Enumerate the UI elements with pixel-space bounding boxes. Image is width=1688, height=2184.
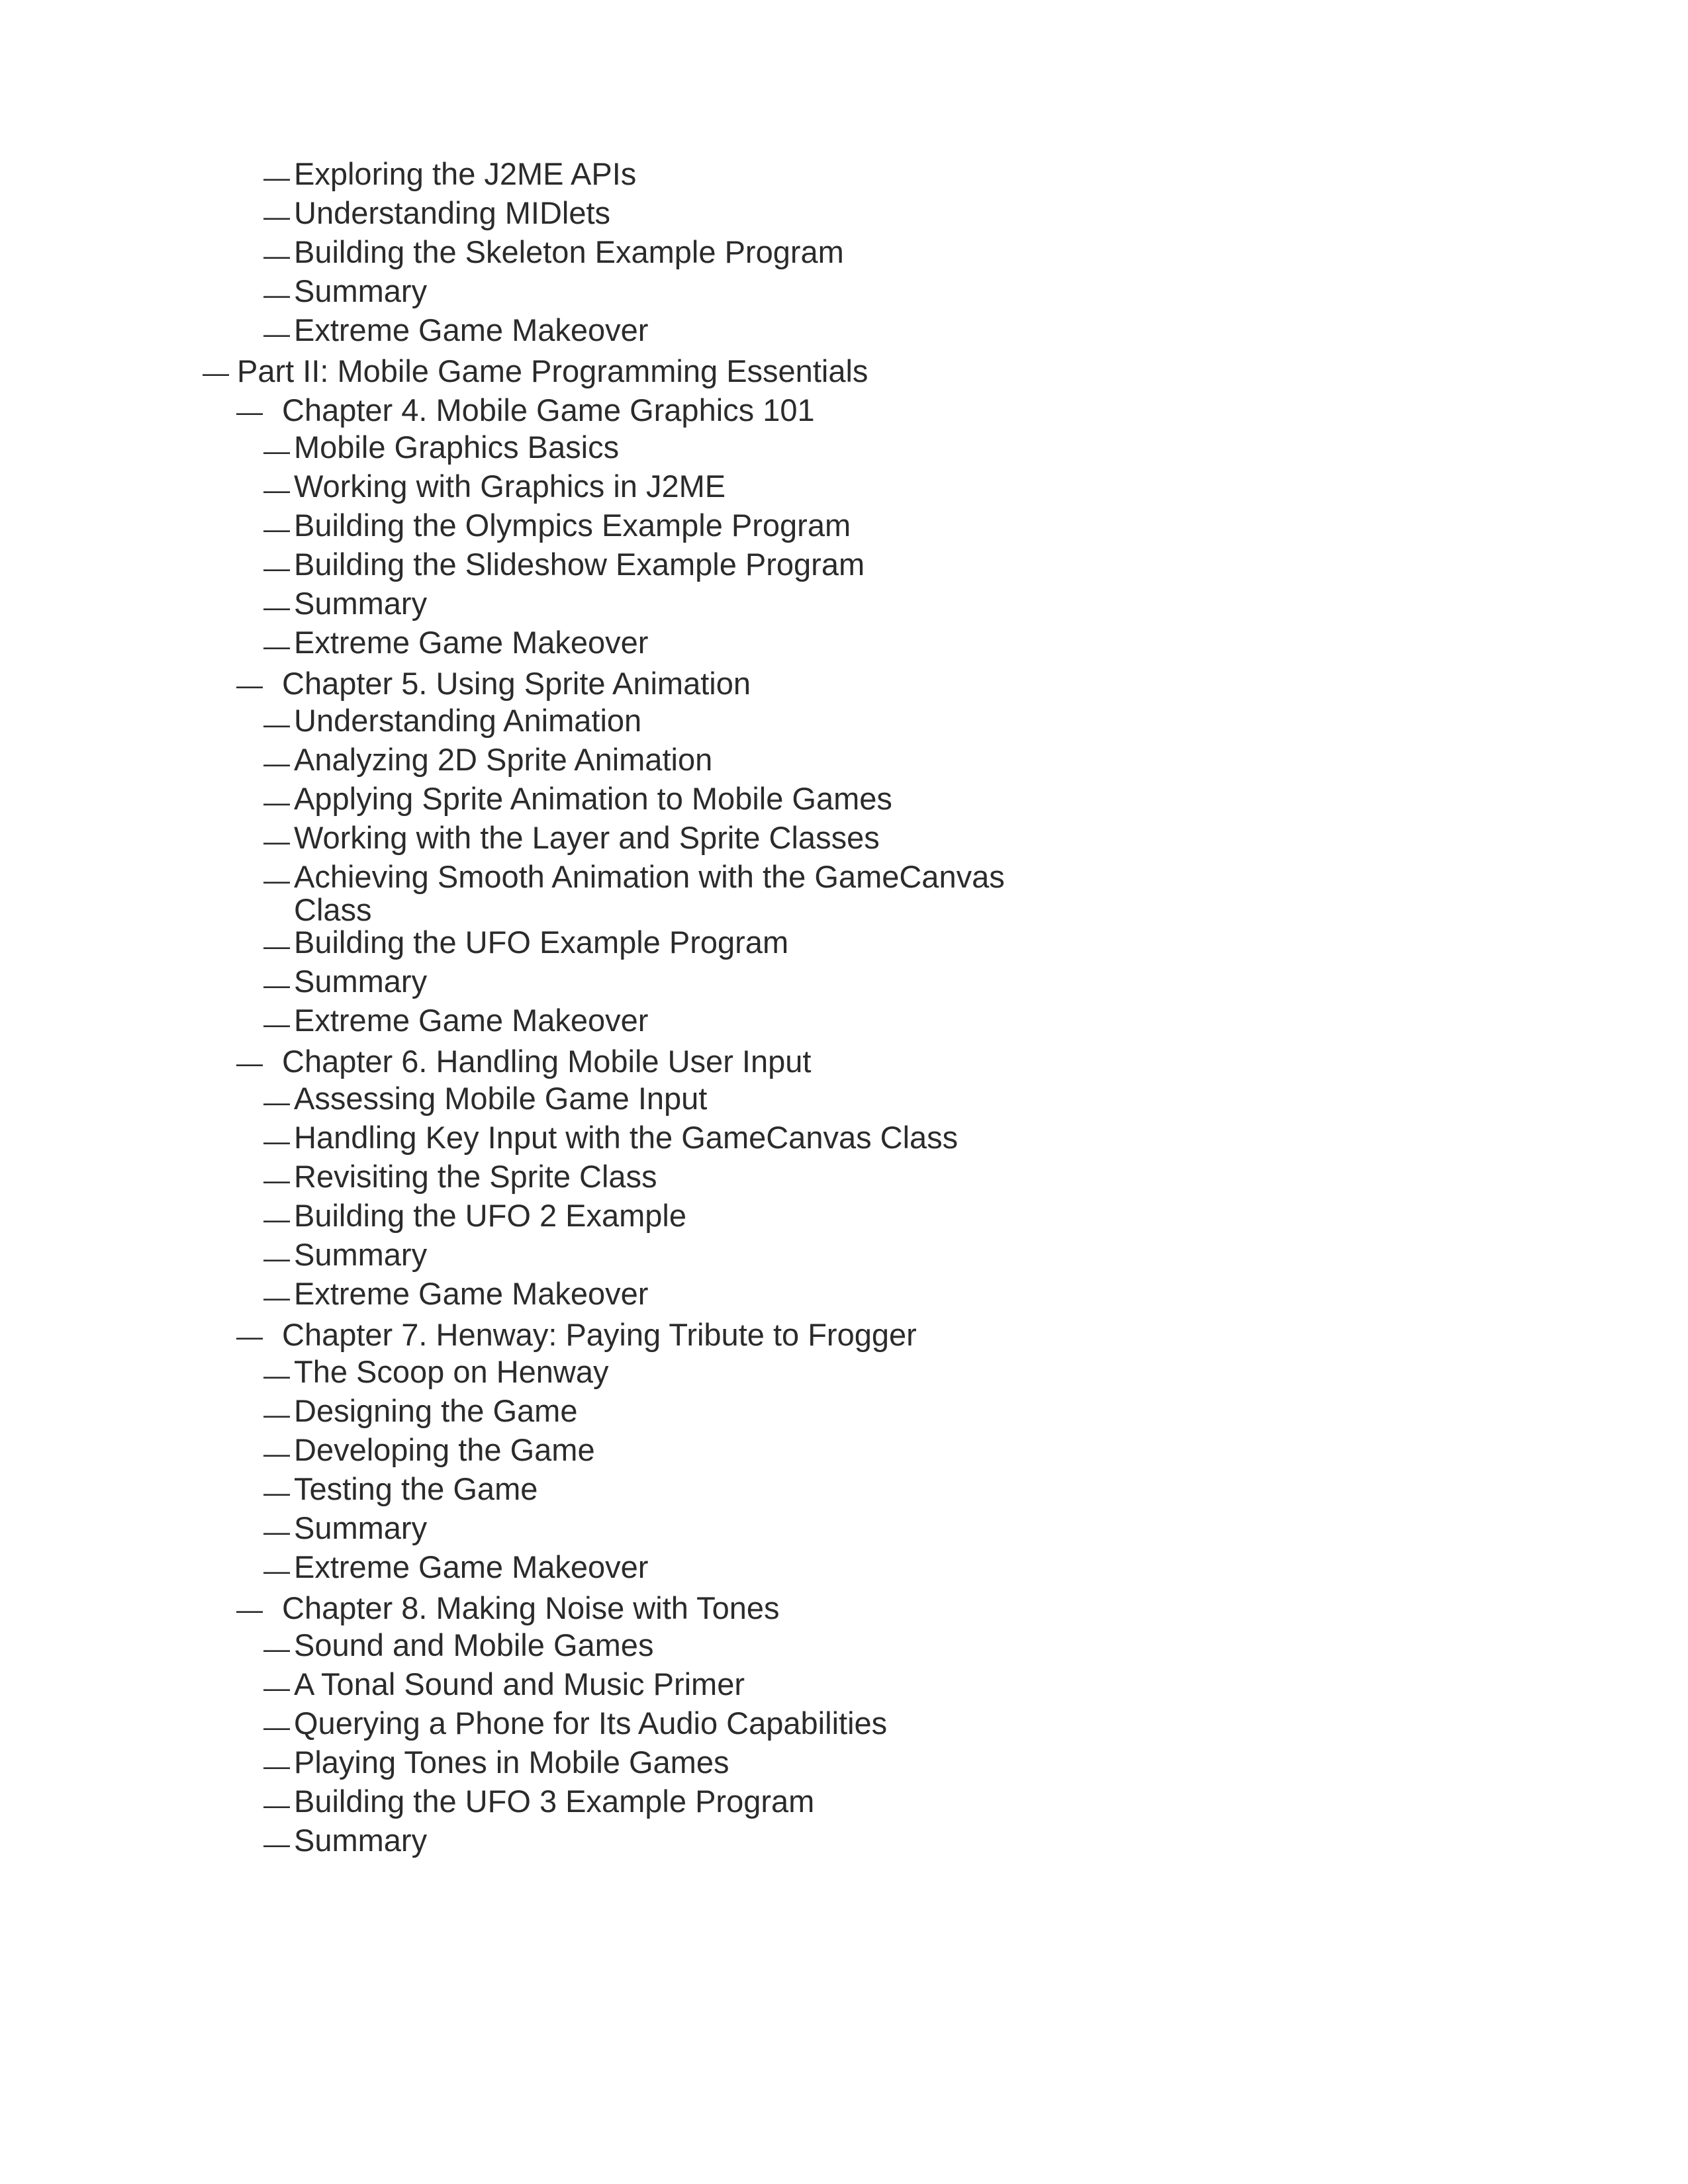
dash-icon: — — [263, 1205, 290, 1234]
dash-icon: — — [263, 971, 290, 1000]
toc-entry[interactable] — [0, 1629, 1688, 1668]
toc-entry[interactable] — [0, 1512, 1688, 1551]
toc-entry-label[interactable]: Working with Graphics in J2ME — [294, 469, 726, 504]
dash-icon: — — [263, 1439, 290, 1469]
dash-icon: — — [263, 1791, 290, 1820]
toc-entry[interactable] — [0, 926, 1688, 965]
toc-entry[interactable] — [0, 1277, 1688, 1316]
dash-icon: — — [263, 1713, 290, 1742]
dash-icon: — — [263, 632, 290, 661]
dash-icon: — — [236, 1322, 263, 1351]
toc-entry-label[interactable]: Sound and Mobile Games — [294, 1627, 654, 1662]
toc-entry[interactable] — [0, 158, 1688, 197]
toc-entry[interactable] — [0, 743, 1688, 782]
toc-entry-label[interactable]: Developing the Game — [294, 1432, 595, 1467]
toc-entry-label[interactable]: Extreme Game Makeover — [294, 625, 649, 660]
toc-entry[interactable] — [0, 431, 1688, 470]
dash-icon: — — [263, 749, 290, 778]
toc-entry-label[interactable]: Querying a Phone for Its Audio Capabilities — [294, 1706, 888, 1741]
toc-entry[interactable] — [0, 236, 1688, 275]
toc-entry[interactable] — [0, 1160, 1688, 1199]
toc-entry-label[interactable]: Exploring the J2ME APIs — [294, 156, 637, 191]
toc-entry-label[interactable]: Working with the Layer and Sprite Classes — [294, 820, 880, 855]
toc-entry[interactable] — [0, 1394, 1688, 1433]
toc-entry-label[interactable]: Summary — [294, 1510, 428, 1545]
dash-icon: — — [263, 827, 290, 856]
toc-entry-label[interactable]: Building the Slideshow Example Program — [294, 547, 865, 582]
dash-icon: — — [263, 1283, 290, 1312]
dash-icon: — — [263, 163, 290, 193]
toc-entry-label[interactable]: Handling Key Input with the GameCanvas Class — [294, 1120, 959, 1155]
dash-icon: — — [263, 281, 290, 310]
toc-entry[interactable] — [0, 548, 1688, 587]
toc-entry[interactable] — [0, 1746, 1688, 1785]
toc-chapter[interactable] — [0, 1590, 1688, 1629]
toc-chapter-label[interactable]: Chapter 5. Using Sprite Animation — [282, 666, 751, 701]
toc-entry[interactable] — [0, 509, 1688, 548]
toc-entry[interactable] — [0, 1433, 1688, 1473]
toc-entry-label[interactable]: Understanding Animation — [294, 703, 642, 738]
dash-icon: — — [263, 515, 290, 544]
dash-icon: — — [263, 1518, 290, 1547]
toc-entry[interactable] — [0, 587, 1688, 626]
toc-entry-label[interactable]: Analyzing 2D Sprite Animation — [294, 742, 713, 777]
toc-entry-label[interactable]: Revisiting the Sprite Class — [294, 1159, 657, 1194]
toc-entry[interactable] — [0, 965, 1688, 1004]
toc-chapter-label[interactable]: Chapter 7. Henway: Paying Tribute to Frogger — [282, 1317, 917, 1352]
toc-entry[interactable] — [0, 860, 1688, 926]
toc-part[interactable] — [0, 353, 1688, 392]
toc-entry[interactable] — [0, 1785, 1688, 1824]
dash-icon: — — [263, 1244, 290, 1273]
toc-entry[interactable] — [0, 1121, 1688, 1160]
dash-icon: — — [263, 1479, 290, 1508]
toc-entry[interactable] — [0, 1355, 1688, 1394]
toc-entry[interactable] — [0, 314, 1688, 353]
dash-icon: — — [263, 1127, 290, 1156]
toc-entry-label[interactable]: Building the UFO 3 Example Program — [294, 1784, 815, 1819]
toc-entry-label[interactable]: Mobile Graphics Basics — [294, 430, 620, 465]
toc-entry[interactable] — [0, 470, 1688, 509]
toc-chapter[interactable] — [0, 392, 1688, 431]
toc-chapter[interactable] — [0, 1043, 1688, 1082]
toc-entry-label[interactable]: Building the Skeleton Example Program — [294, 234, 844, 269]
dash-icon: — — [236, 1596, 263, 1625]
dash-icon: — — [263, 320, 290, 349]
toc-chapter-label[interactable]: Chapter 8. Making Noise with Tones — [282, 1590, 780, 1625]
toc-chapter-label[interactable]: Chapter 4. Mobile Game Graphics 101 — [282, 392, 815, 428]
dash-icon: — — [263, 554, 290, 583]
toc-entry[interactable] — [0, 197, 1688, 236]
dash-icon: — — [263, 1088, 290, 1117]
dash-icon: — — [263, 866, 290, 895]
dash-icon: — — [263, 242, 290, 271]
toc-entry[interactable] — [0, 1473, 1688, 1512]
dash-icon: — — [263, 1361, 290, 1390]
toc-entry[interactable] — [0, 1238, 1688, 1277]
toc-entry[interactable] — [0, 1551, 1688, 1590]
toc-entry[interactable] — [0, 1199, 1688, 1238]
toc-entry[interactable] — [0, 1668, 1688, 1707]
toc-entry-label[interactable]: Summary — [294, 586, 428, 621]
toc-entry[interactable] — [0, 1707, 1688, 1746]
toc-entry-label[interactable]: Summary — [294, 273, 428, 308]
toc-entry-label[interactable]: Playing Tones in Mobile Games — [294, 1745, 729, 1780]
table-of-contents — [0, 158, 1688, 1863]
toc-chapter-label[interactable]: Chapter 6. Handling Mobile User Input — [282, 1044, 812, 1079]
toc-entry-label[interactable]: Building the Olympics Example Program — [294, 508, 851, 543]
toc-entry-label[interactable]: Extreme Game Makeover — [294, 312, 649, 347]
toc-entry[interactable] — [0, 1004, 1688, 1043]
dash-icon: — — [263, 788, 290, 817]
dash-icon: — — [263, 1010, 290, 1039]
toc-chapter[interactable] — [0, 665, 1688, 704]
dash-icon: — — [263, 437, 290, 466]
toc-entry-label[interactable]: Summary — [294, 964, 428, 999]
dash-icon: — — [263, 203, 290, 232]
dash-icon: — — [263, 1400, 290, 1430]
dash-icon: — — [263, 1557, 290, 1586]
toc-entry-label[interactable]: Building the UFO 2 Example — [294, 1198, 687, 1233]
dash-icon: — — [263, 1635, 290, 1664]
toc-entry-label[interactable]: Understanding MIDlets — [294, 195, 611, 230]
toc-entry[interactable] — [0, 821, 1688, 860]
toc-entry-label[interactable]: Building the UFO Example Program — [294, 925, 789, 960]
dash-icon: — — [263, 710, 290, 739]
toc-chapter[interactable] — [0, 1316, 1688, 1355]
toc-entry-label[interactable]: Summary — [294, 1237, 428, 1272]
toc-entry[interactable] — [0, 626, 1688, 665]
dash-icon: — — [263, 1830, 290, 1859]
dash-icon: — — [236, 1049, 263, 1078]
toc-entry[interactable] — [0, 1082, 1688, 1121]
dash-icon: — — [263, 593, 290, 622]
toc-entry-label[interactable]: Summary — [294, 1823, 428, 1858]
toc-entry[interactable] — [0, 782, 1688, 821]
toc-entry-label[interactable]: Achieving Smooth Animation with the GameCanvas Class — [294, 859, 1005, 927]
toc-entry-label[interactable]: Extreme Game Makeover — [294, 1003, 649, 1038]
toc-entry-label[interactable]: Extreme Game Makeover — [294, 1549, 649, 1584]
dash-icon: — — [263, 1166, 290, 1195]
toc-entry[interactable] — [0, 1824, 1688, 1863]
dash-icon: — — [263, 476, 290, 505]
toc-entry-label[interactable]: Extreme Game Makeover — [294, 1276, 649, 1311]
dash-icon: — — [236, 398, 263, 427]
dash-icon: — — [203, 359, 229, 388]
toc-entry-label[interactable]: Assessing Mobile Game Input — [294, 1081, 708, 1116]
toc-entry[interactable] — [0, 704, 1688, 743]
toc-entry-label[interactable]: Applying Sprite Animation to Mobile Games — [294, 781, 892, 816]
dash-icon: — — [263, 932, 290, 961]
toc-entry-label[interactable]: A Tonal Sound and Music Primer — [294, 1666, 745, 1702]
toc-entry[interactable] — [0, 275, 1688, 314]
toc-entry-label[interactable]: The Scoop on Henway — [294, 1354, 609, 1389]
toc-entry-label[interactable]: Testing the Game — [294, 1471, 538, 1506]
dash-icon: — — [236, 671, 263, 700]
dash-icon: — — [263, 1674, 290, 1703]
toc-entry-label[interactable]: Designing the Game — [294, 1393, 578, 1428]
dash-icon: — — [263, 1752, 290, 1781]
toc-part-label[interactable]: Part II: Mobile Game Programming Essentials — [237, 353, 868, 388]
